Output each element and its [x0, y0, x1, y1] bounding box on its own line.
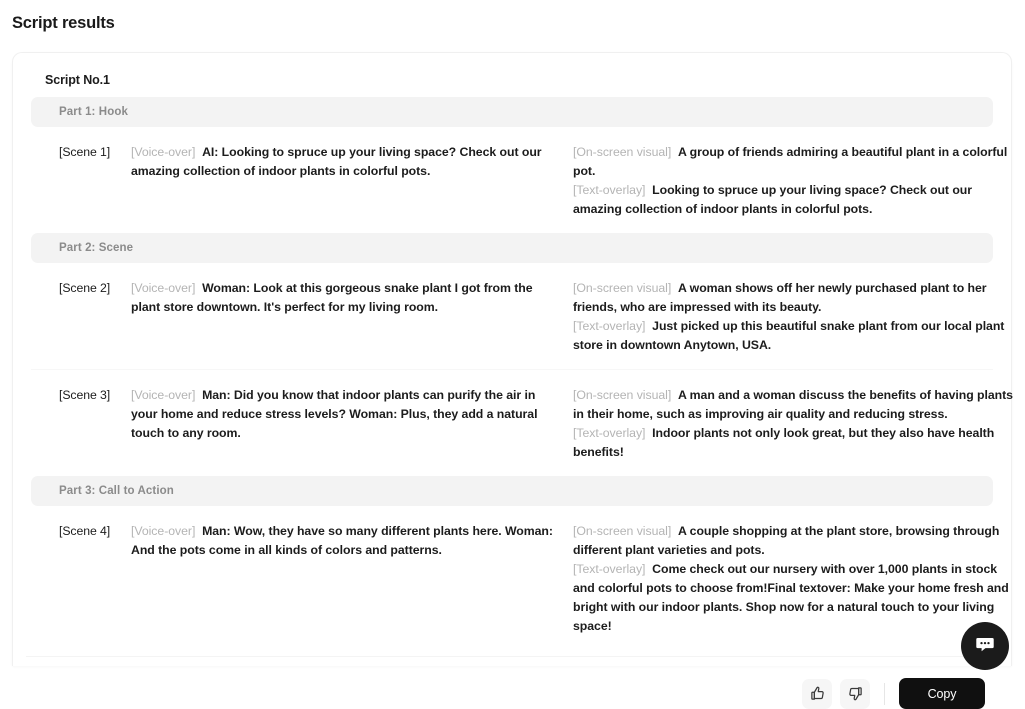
chat-widget-button[interactable] — [961, 622, 1009, 670]
scene-text-tag: [Voice-over] — [131, 145, 196, 159]
scene-text-body: AI: Looking to spruce up your living space? Check out our amazing collection of indoor plants in colorful pots. — [131, 145, 542, 178]
scene-text-block — [573, 279, 1017, 317]
scene-text-tag: [Voice-over] — [131, 388, 196, 402]
part-header-bar — [31, 233, 993, 263]
part-header-label: Part 3: Call to Action — [59, 485, 174, 497]
parts-container — [31, 97, 1013, 650]
scene-text-tag: [On-screen visual] — [573, 524, 672, 538]
part-header-bar — [31, 97, 993, 127]
copy-button[interactable]: Copy — [899, 678, 985, 709]
scene-text-block — [573, 424, 1017, 462]
thumbs-up-button[interactable] — [802, 679, 832, 709]
scene-text-body: A couple shopping at the plant store, browsing through different plant varieties and pots. — [573, 524, 1000, 557]
scene-visual-column — [573, 522, 1025, 636]
scene-text-block — [573, 386, 1017, 424]
scene-text-block — [131, 522, 559, 560]
scene-text-tag: [Text-overlay] — [573, 426, 646, 440]
part-header-bar — [31, 476, 993, 506]
scene-text-block — [573, 522, 1017, 560]
scene-text-body: Indoor plants not only look great, but they also have health benefits! — [573, 426, 995, 459]
scene-text-block — [573, 317, 1017, 355]
chat-bubble-icon — [974, 633, 996, 660]
thumbs-up-icon — [810, 686, 825, 701]
scene-row — [31, 127, 1008, 233]
scene-text-tag: [On-screen visual] — [573, 388, 672, 402]
scene-label: [Scene 3] — [59, 388, 111, 402]
scene-text-tag: [Text-overlay] — [573, 183, 646, 197]
scene-text-body: Looking to spruce up your living space? Check out our amazing collection of indoor plants in colorful pots. — [573, 183, 972, 216]
scene-label: [Scene 2] — [59, 281, 111, 295]
actions-divider — [884, 683, 885, 705]
scene-text-tag: [On-screen visual] — [573, 281, 672, 295]
scene-text-block — [573, 143, 1017, 181]
scene-text-body: Woman: Look at this gorgeous snake plant I got from the plant store downtown. It's perfect for my living room. — [131, 281, 533, 314]
scene-text-body: Just picked up this beautiful snake plant from our local plant store in downtown Anytown, USA. — [573, 319, 1005, 352]
footer-divider — [26, 656, 998, 657]
scene-visual-column — [573, 143, 1025, 219]
scene-visual-column — [573, 279, 1025, 355]
script-results-card — [12, 52, 1013, 701]
scene-text-block — [131, 279, 559, 317]
scene-text-tag: [Voice-over] — [131, 524, 196, 538]
scene-text-block — [573, 181, 1017, 219]
thumbs-down-icon — [848, 686, 863, 701]
scene-text-tag: [Text-overlay] — [573, 319, 646, 333]
scene-text-body: Come check out our nursery with over 1,000 plants in stock and colorful pots to choose from!Final textover: Make your home fresh and bright with our indoor plants. Shop now for a natural touch to your living space! — [573, 562, 1009, 633]
thumbs-down-button[interactable] — [840, 679, 870, 709]
scene-text-tag: [Text-overlay] — [573, 562, 646, 576]
scene-text-tag: [Voice-over] — [131, 281, 196, 295]
scene-voiceover-column — [131, 143, 573, 219]
card-inner — [13, 53, 1011, 650]
scene-voiceover-column — [131, 386, 573, 462]
scene-label: [Scene 1] — [59, 145, 111, 159]
part-header-label: Part 2: Scene — [59, 242, 134, 254]
scene-row — [31, 506, 1009, 650]
scene-text-body: Man: Wow, they have so many different plants here. Woman: And the pots come in all kinds of colors and patterns. — [131, 524, 553, 557]
scene-label: [Scene 4] — [59, 524, 111, 538]
script-number-title: Script No.1 — [45, 73, 110, 87]
page-title: Script results — [12, 14, 115, 32]
part-header-label: Part 1: Hook — [59, 106, 128, 118]
scene-text-body: A woman shows off her newly purchased plant to her friends, who are impressed with its beauty. — [573, 281, 987, 314]
scene-text-body: Man: Did you know that indoor plants can purify the air in your home and reduce stress levels? Woman: Plus, they add a natural touch to any room. — [131, 388, 538, 440]
scene-text-block — [573, 560, 1017, 636]
scene-text-body: A group of friends admiring a beautiful plant in a colorful pot. — [573, 145, 1008, 178]
scene-text-block — [131, 143, 559, 181]
scene-row — [31, 263, 1005, 369]
scene-text-block — [131, 386, 559, 443]
scene-text-tag: [On-screen visual] — [573, 145, 672, 159]
scene-voiceover-column — [131, 522, 573, 636]
scene-text-body: A man and a woman discuss the benefits of having plants in their home, such as improving air quality and reducing stress. — [573, 388, 1013, 421]
footer-actions — [802, 678, 985, 709]
scene-row — [31, 369, 1013, 476]
scene-voiceover-column — [131, 279, 573, 355]
scene-visual-column — [573, 386, 1025, 462]
